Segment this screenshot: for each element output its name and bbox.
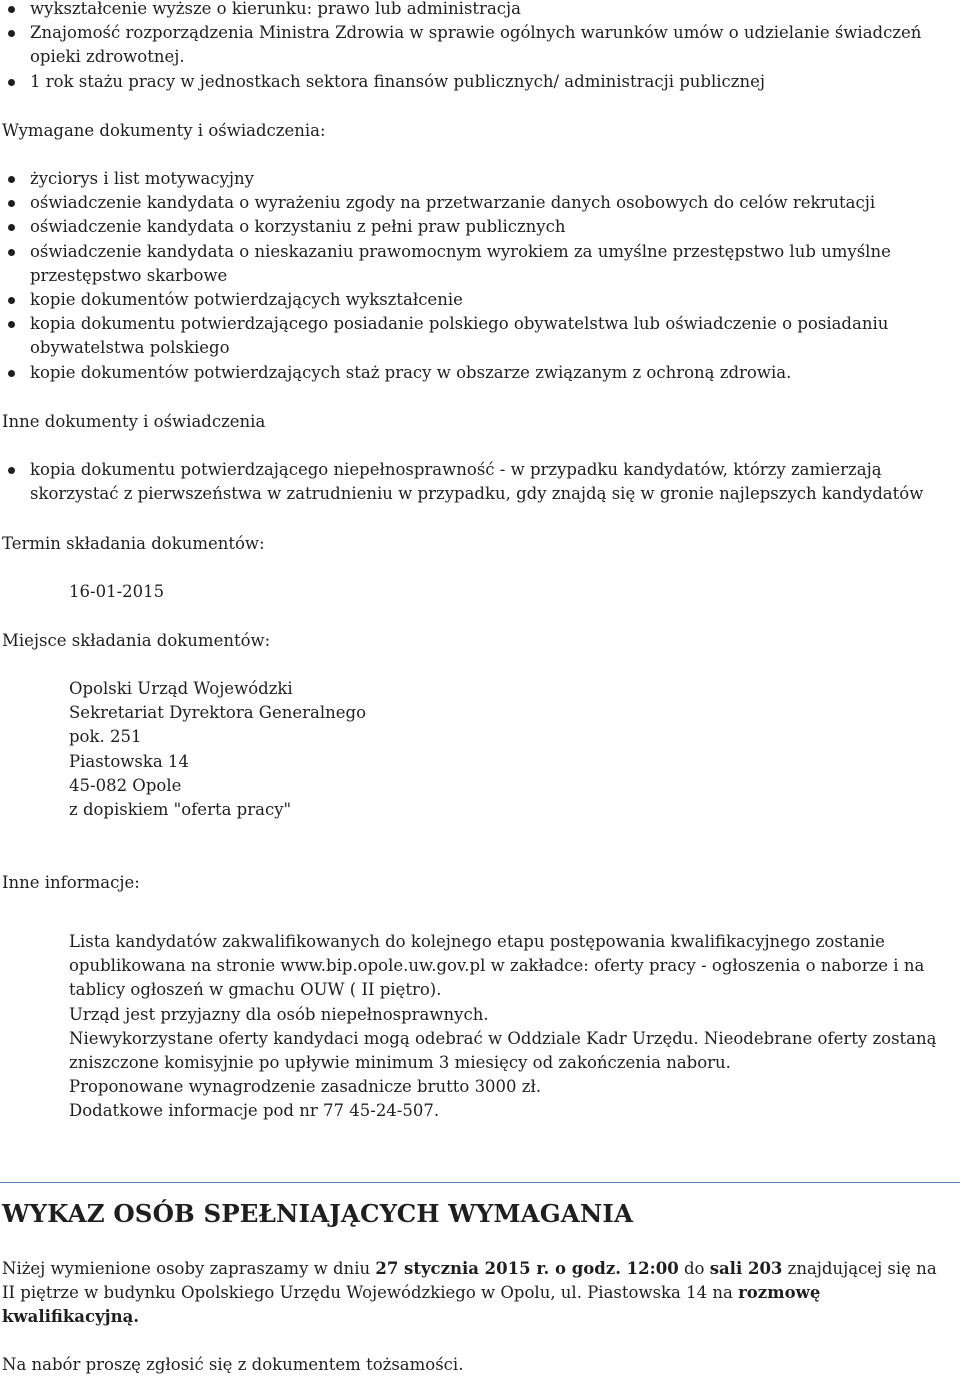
invitation-intro: Niżej wymienione osoby zapraszamy w dniu — [2, 1259, 376, 1278]
invitation-room: sali 203 — [709, 1259, 783, 1278]
place-address — [69, 677, 949, 822]
address-line: pok. 251 — [69, 727, 142, 747]
deadline-value: 16-01-2015 — [69, 582, 165, 601]
info-line: Lista kandydatów zakwalifikowanych do kolejnego etapu postępowania kwalifikacyjnego zostanie opublikowana na stronie www.bip.opole.uw.gov.pl w zakładce: oferty pracy - ogłoszenia o naborze i na tablicy ogłoszeń w gmachu OUW ( II piętro). — [69, 932, 925, 1000]
wykaz-title: WYKAZ OSÓB SPEŁNIAJĄCYCH WYMAGANIA — [2, 1199, 634, 1228]
list-item: kopia dokumentu potwierdzającego posiadanie polskiego obywatelstwa lub oświadczenie o posiadaniu obywatelstwa polskiego — [0, 312, 910, 360]
section-divider — [0, 1182, 960, 1183]
list-item: życiorys i list motywacyjny — [0, 167, 938, 191]
list-item: oświadczenie kandydata o korzystaniu z pełni praw publicznych — [0, 215, 938, 239]
list-item: Znajomość rozporządzenia Ministra Zdrowia w sprawie ogólnych warunków umów o udzielanie świadczeń opieki zdrowotnej. — [0, 21, 938, 69]
list-item: wykształcenie wyższe o kierunku: prawo lub administracja — [0, 0, 938, 21]
invitation-date: 27 stycznia 2015 r. o godz. 12:00 — [375, 1259, 679, 1278]
other-documents-heading: Inne dokumenty i oświadczenia — [2, 412, 266, 431]
address-line: Sekretariat Dyrektora Generalnego — [69, 703, 367, 723]
address-line: 45-082 Opole — [69, 775, 182, 795]
invitation-location: znajdującej się na II piętrze w budynku Opolskiego Urzędu Wojewódzkiego w Opolu, ul. Piastowska 14 na — [2, 1259, 937, 1303]
place-heading: Miejsce składania dokumentów: — [2, 631, 271, 650]
address-line: z dopiskiem "oferta pracy" — [69, 800, 292, 820]
identity-note: Na nabór proszę zgłosić się z dokumentem tożsamości. — [2, 1355, 464, 1374]
other-documents-list — [0, 458, 950, 506]
address-line: Opolski Urząd Wojewódzki — [69, 679, 293, 698]
requirements-list — [0, 0, 950, 94]
list-item: oświadczenie kandydata o nieskazaniu prawomocnym wyrokiem za umyślne przestępstwo lub umyślne przestępstwo skarbowe — [0, 240, 910, 288]
info-line: Dodatkowe informacje pod nr 77 45-24-507. — [69, 1101, 440, 1121]
documents-list — [0, 167, 950, 385]
other-info-text — [69, 930, 949, 1124]
invitation-interview: rozmowę kwalifikacyjną. — [2, 1283, 821, 1327]
list-item: 1 rok stażu pracy w jednostkach sektora finansów publicznych/ administracji publicznej — [0, 70, 938, 94]
other-info-heading: Inne informacje: — [2, 873, 140, 892]
info-line: Proponowane wynagrodzenie zasadnicze brutto 3000 zł. — [69, 1077, 542, 1097]
deadline-heading: Termin składania dokumentów: — [2, 534, 265, 553]
invitation-paragraph — [2, 1257, 952, 1330]
address-line: Piastowska 14 — [69, 751, 189, 771]
list-item: kopie dokumentów potwierdzających wykształcenie — [0, 288, 938, 312]
list-item: kopia dokumentu potwierdzającego niepełnosprawność - w przypadku kandydatów, którzy zamierzają skorzystać z pierwszeństwa w zatrudnieniu w przypadku, gdy znajdą się w gronie najlepszych kandydatów — [0, 458, 938, 506]
documents-heading: Wymagane dokumenty i oświadczenia: — [2, 121, 326, 140]
info-line: Urząd jest przyjazny dla osób niepełnosprawnych. — [69, 1004, 489, 1024]
info-line: Niewykorzystane oferty kandydaci mogą odebrać w Oddziale Kadr Urzędu. Nieodebrane oferty zostaną zniszczone komisyjnie po upływie minimum 3 miesięcy od zakończenia naboru. — [69, 1028, 937, 1073]
list-item: kopie dokumentów potwierdzających staż pracy w obszarze związanym z ochroną zdrowia. — [0, 361, 938, 385]
invitation-mid: do — [678, 1259, 710, 1278]
list-item: oświadczenie kandydata o wyrażeniu zgody na przetwarzanie danych osobowych do celów rekrutacji — [0, 191, 938, 215]
